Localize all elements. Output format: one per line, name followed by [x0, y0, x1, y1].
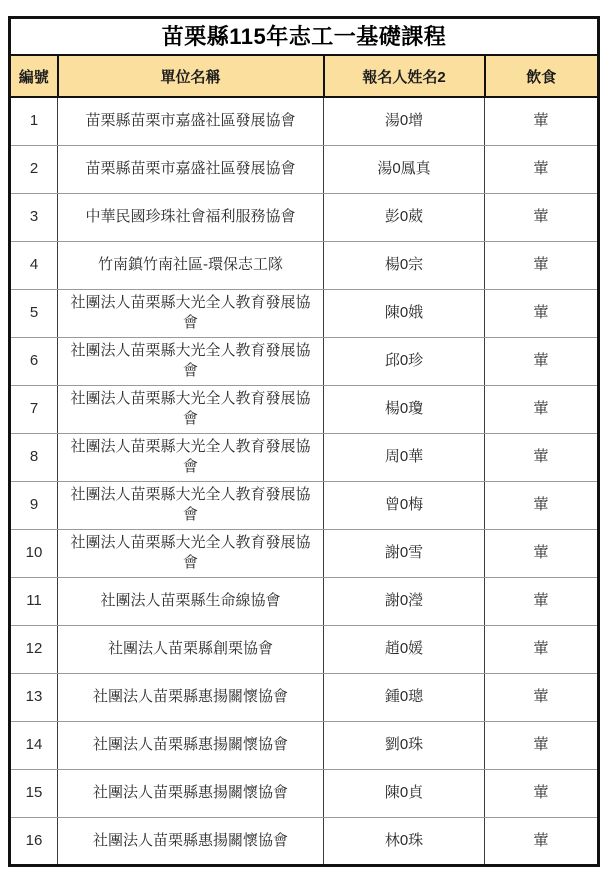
diet-cell: 葷 — [485, 145, 599, 193]
diet-cell: 葷 — [485, 337, 599, 385]
row-number-cell: 14 — [10, 721, 58, 769]
table-row — [10, 145, 599, 193]
diet-cell: 葷 — [485, 769, 599, 817]
table-row — [10, 625, 599, 673]
org-name-cell: 社團法人苗栗縣惠揚關懷協會 — [58, 721, 324, 769]
table-header-row — [10, 55, 599, 97]
org-name-cell: 社團法人苗栗縣大光全人教育發展協會 — [58, 385, 324, 433]
row-number-cell: 1 — [10, 97, 58, 145]
volunteer-course-table — [8, 16, 600, 867]
row-number-cell: 5 — [10, 289, 58, 337]
row-number-cell: 15 — [10, 769, 58, 817]
table-body — [10, 97, 599, 865]
org-name-cell: 社團法人苗栗縣創栗協會 — [58, 625, 324, 673]
applicant-name-cell: 邱0珍 — [324, 337, 485, 385]
org-name-cell: 社團法人苗栗縣大光全人教育發展協會 — [58, 481, 324, 529]
diet-cell: 葷 — [485, 385, 599, 433]
diet-cell: 葷 — [485, 97, 599, 145]
row-number-cell: 6 — [10, 337, 58, 385]
row-number-cell: 8 — [10, 433, 58, 481]
applicant-name-cell: 謝0瀅 — [324, 577, 485, 625]
org-name-cell: 竹南鎮竹南社區-環保志工隊 — [58, 241, 324, 289]
row-number-cell: 7 — [10, 385, 58, 433]
row-number-cell: 4 — [10, 241, 58, 289]
applicant-name-cell: 林0珠 — [324, 817, 485, 865]
table-row — [10, 481, 599, 529]
table-row — [10, 529, 599, 577]
diet-cell: 葷 — [485, 289, 599, 337]
table-row — [10, 673, 599, 721]
applicant-name-cell: 趙0媛 — [324, 625, 485, 673]
table-row — [10, 721, 599, 769]
org-name-cell: 苗栗縣苗栗市嘉盛社區發展協會 — [58, 145, 324, 193]
page-title: 苗栗縣115年志工一基礎課程 — [10, 18, 599, 56]
org-name-cell: 社團法人苗栗縣惠揚關懷協會 — [58, 769, 324, 817]
org-name-cell: 社團法人苗栗縣生命線協會 — [58, 577, 324, 625]
table-row — [10, 241, 599, 289]
applicant-name-cell: 楊0瓊 — [324, 385, 485, 433]
diet-cell: 葷 — [485, 817, 599, 865]
row-number-cell: 16 — [10, 817, 58, 865]
table-title-row — [10, 18, 599, 56]
row-number-cell: 3 — [10, 193, 58, 241]
row-number-cell: 9 — [10, 481, 58, 529]
row-number-cell: 2 — [10, 145, 58, 193]
org-name-cell: 社團法人苗栗縣惠揚關懷協會 — [58, 817, 324, 865]
applicant-name-cell: 陳0娥 — [324, 289, 485, 337]
table-row — [10, 577, 599, 625]
diet-cell: 葷 — [485, 241, 599, 289]
diet-cell: 葷 — [485, 721, 599, 769]
applicant-name-cell: 曾0梅 — [324, 481, 485, 529]
diet-cell: 葷 — [485, 673, 599, 721]
row-number-cell: 10 — [10, 529, 58, 577]
diet-cell: 葷 — [485, 193, 599, 241]
row-number-cell: 11 — [10, 577, 58, 625]
org-name-cell: 社團法人苗栗縣大光全人教育發展協會 — [58, 289, 324, 337]
applicant-name-cell: 劉0珠 — [324, 721, 485, 769]
column-header-org: 單位名稱 — [58, 55, 324, 97]
table-row — [10, 97, 599, 145]
org-name-cell: 社團法人苗栗縣大光全人教育發展協會 — [58, 433, 324, 481]
column-header-diet: 飲食 — [485, 55, 599, 97]
table-row — [10, 433, 599, 481]
diet-cell: 葷 — [485, 481, 599, 529]
table-row — [10, 193, 599, 241]
table-row — [10, 817, 599, 865]
table-row — [10, 385, 599, 433]
diet-cell: 葷 — [485, 577, 599, 625]
applicant-name-cell: 楊0宗 — [324, 241, 485, 289]
applicant-name-cell: 湯0鳳真 — [324, 145, 485, 193]
org-name-cell: 苗栗縣苗栗市嘉盛社區發展協會 — [58, 97, 324, 145]
org-name-cell: 社團法人苗栗縣大光全人教育發展協會 — [58, 337, 324, 385]
org-name-cell: 社團法人苗栗縣惠揚關懷協會 — [58, 673, 324, 721]
applicant-name-cell: 周0華 — [324, 433, 485, 481]
table-row — [10, 289, 599, 337]
column-header-name: 報名人姓名2 — [324, 55, 485, 97]
row-number-cell: 13 — [10, 673, 58, 721]
table-row — [10, 337, 599, 385]
org-name-cell: 中華民國珍珠社會福利服務協會 — [58, 193, 324, 241]
org-name-cell: 社團法人苗栗縣大光全人教育發展協會 — [58, 529, 324, 577]
row-number-cell: 12 — [10, 625, 58, 673]
diet-cell: 葷 — [485, 433, 599, 481]
applicant-name-cell: 彭0葳 — [324, 193, 485, 241]
applicant-name-cell: 謝0雪 — [324, 529, 485, 577]
applicant-name-cell: 陳0貞 — [324, 769, 485, 817]
applicant-name-cell: 鍾0璁 — [324, 673, 485, 721]
applicant-name-cell: 湯0增 — [324, 97, 485, 145]
diet-cell: 葷 — [485, 529, 599, 577]
diet-cell: 葷 — [485, 625, 599, 673]
table-row — [10, 769, 599, 817]
column-header-no: 編號 — [10, 55, 58, 97]
